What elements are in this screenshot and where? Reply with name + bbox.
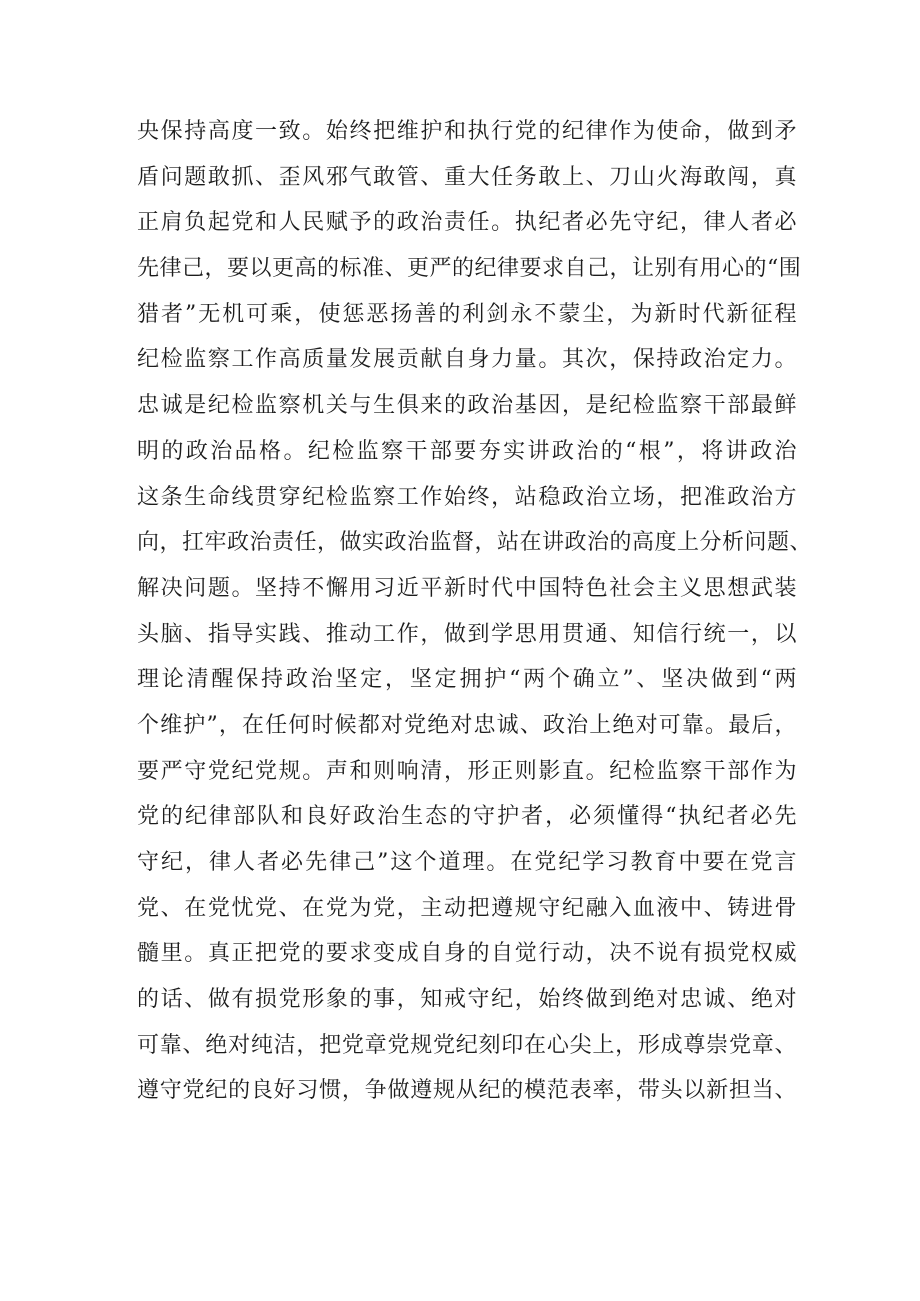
text-line: 髓里。真正把党的要求变成自身的自觉行动，决不说有损党权威 xyxy=(137,941,797,967)
text-line: 明的政治品格。纪检监察干部要夯实讲政治的“根”，将讲政治 xyxy=(137,438,797,464)
text-line: 守纪，律人者必先律己”这个道理。在党纪学习教育中要在党言 xyxy=(137,850,797,875)
text-line: 解决问题。坚持不懈用习近平新时代中国特色社会主义思想武装 xyxy=(137,575,797,601)
text-line: 央保持高度一致。始终把维护和执行党的纪律作为使命，做到矛 xyxy=(137,119,797,144)
text-line: 党、在党忧党、在党为党，主动把遵规守纪融入血液中、铸进骨 xyxy=(137,895,797,921)
text-line: 要严守党纪党规。声和则响清，形正则影直。纪检监察干部作为 xyxy=(137,758,797,784)
text-line: 遵守党纪的良好习惯，争做遵规从纪的模范表率，带头以新担当、 xyxy=(137,1078,797,1104)
text-line: 可靠、绝对纯洁，把党章党规党纪刻印在心尖上，形成尊崇党章、 xyxy=(137,1032,797,1058)
text-line: 的话、做有损党形象的事，知戒守纪，始终做到绝对忠诚、绝对 xyxy=(137,987,797,1013)
body-paragraph xyxy=(137,109,813,1114)
text-line: 纪检监察工作高质量发展贡献自身力量。其次，保持政治定力。 xyxy=(137,347,797,373)
text-line: 向，扛牢政治责任，做实政治监督，站在讲政治的高度上分析问题、 xyxy=(137,530,813,556)
text-line: 党的纪律部队和良好政治生态的守护者，必须懂得“执纪者必先 xyxy=(137,804,797,830)
text-line: 盾问题敢抓、歪风邪气敢管、重大任务敢上、刀山火海敢闯，真 xyxy=(137,164,797,190)
text-line: 正肩负起党和人民赋予的政治责任。执纪者必先守纪，律人者必 xyxy=(137,210,797,236)
text-line: 猎者”无机可乘，使惩恶扬善的利剑永不蒙尘，为新时代新征程 xyxy=(137,301,797,327)
text-line: 这条生命线贯穿纪检监察工作始终，站稳政治立场，把准政治方 xyxy=(137,484,797,510)
text-line: 先律己，要以更高的标准、更严的纪律要求自己，让别有用心的“围 xyxy=(137,256,802,282)
text-line: 忠诚是纪检监察机关与生俱来的政治基因，是纪检监察干部最鲜 xyxy=(137,393,797,419)
text-line: 头脑、指导实践、推动工作，做到学思用贯通、知信行统一，以 xyxy=(137,621,797,647)
text-line: 理论清醒保持政治坚定，坚定拥护“两个确立”、坚决做到“两 xyxy=(137,667,797,693)
text-line: 个维护”，在任何时候都对党绝对忠诚、政治上绝对可靠。最后， xyxy=(137,712,797,738)
